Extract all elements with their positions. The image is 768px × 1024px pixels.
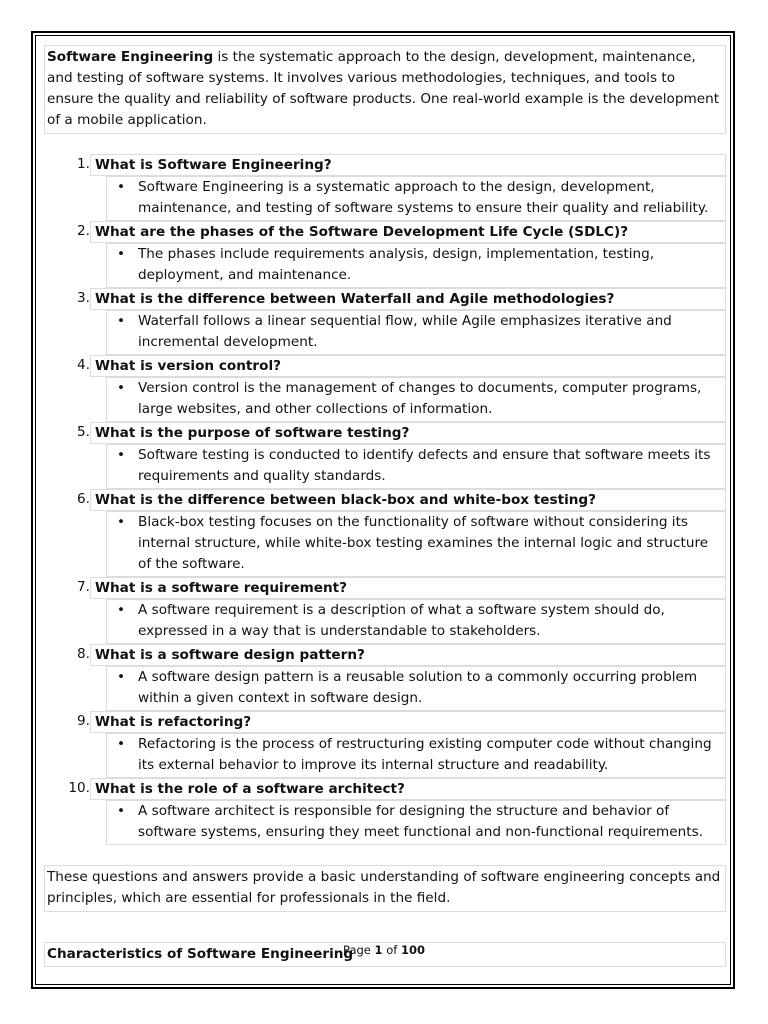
question-text: What is Software Engineering? — [90, 154, 726, 176]
answer-text: A software architect is responsible for designing the structure and behavior of software systems, ensuring they meet functional and non-functional requirements. — [138, 803, 704, 840]
question-text: What is a software design pattern? — [90, 644, 726, 666]
answer-text: A software requirement is a description of what a software system should do, expressed in a way that is understandable to stakeholders. — [138, 602, 665, 639]
answer-text: A software design pattern is a reusable solution to a commonly occurring problem within a given context in software design. — [138, 669, 698, 706]
bullet-icon: • — [117, 179, 126, 195]
bullet-icon: • — [117, 669, 126, 685]
bullet-icon: • — [117, 246, 126, 262]
answer-text: Software testing is conducted to identify defects and ensure that software meets its requirements and quality standards. — [138, 447, 711, 484]
intro-paragraph — [44, 45, 726, 134]
bullet-icon: • — [117, 803, 126, 819]
answer-item — [106, 310, 726, 355]
question-row — [44, 644, 726, 666]
answer-text: Waterfall follows a linear sequential flow, while Agile emphasizes iterative and incremental development. — [138, 313, 672, 350]
answer-row — [44, 666, 726, 711]
bullet-icon: • — [117, 380, 126, 396]
question-text: What are the phases of the Software Development Life Cycle (SDLC)? — [90, 221, 726, 243]
answer-row — [44, 444, 726, 489]
answer-row — [44, 176, 726, 221]
question-row — [44, 422, 726, 444]
question-text: What is a software requirement? — [90, 577, 726, 599]
closing-paragraph: These questions and answers provide a basic understanding of software engineering concepts and principles, which are essential for professionals in the field. — [44, 865, 726, 912]
footer-total-pages: 100 — [400, 943, 425, 957]
question-number: 6. — [77, 491, 90, 507]
answer-item — [106, 733, 726, 778]
question-text: What is the purpose of software testing? — [90, 422, 726, 444]
question-number: 4. — [77, 357, 90, 373]
answer-item — [106, 377, 726, 422]
answer-item — [106, 599, 726, 644]
question-row — [44, 355, 726, 377]
question-number: 8. — [77, 646, 90, 662]
question-row — [44, 778, 726, 800]
answer-row — [44, 243, 726, 288]
answer-text: Black-box testing focuses on the functionality of software without considering its internal structure, while white-box testing examines the internal logic and structure of the software. — [138, 514, 709, 572]
question-number: 1. — [77, 156, 90, 172]
answer-row — [44, 599, 726, 644]
bullet-icon: • — [117, 602, 126, 618]
bullet-icon: • — [117, 736, 126, 752]
answer-row — [44, 733, 726, 778]
question-row — [44, 288, 726, 310]
footer-prefix: Page — [343, 943, 375, 957]
question-number: 7. — [77, 579, 90, 595]
answer-row — [44, 800, 726, 845]
question-text: What is refactoring? — [90, 711, 726, 733]
bullet-icon: • — [117, 447, 126, 463]
question-text: What is the difference between black-box and white-box testing? — [90, 489, 726, 511]
answer-text: Refactoring is the process of restructuring existing computer code without changing its external behavior to improve its internal structure and readability. — [138, 736, 712, 773]
qa-list — [44, 154, 726, 845]
answer-text: The phases include requirements analysis, design, implementation, testing, deployment, and maintenance. — [138, 246, 655, 283]
question-text: What is the difference between Waterfall and Agile methodologies? — [90, 288, 726, 310]
question-row — [44, 154, 726, 176]
answer-item — [106, 666, 726, 711]
question-row — [44, 577, 726, 599]
question-row — [44, 489, 726, 511]
question-number: 10. — [68, 780, 90, 796]
intro-term: Software Engineering — [47, 49, 214, 65]
page-footer — [0, 943, 768, 957]
footer-of: of — [382, 943, 401, 957]
answer-text: Software Engineering is a systematic approach to the design, development, maintenance, and testing of software systems to ensure their quality and reliability. — [138, 179, 709, 216]
question-text: What is version control? — [90, 355, 726, 377]
intro-text: is the systematic approach to the design, development, maintenance, and testing of software systems. It involves various methodologies, techniques, and tools to ensure the quality and reliability of software products. One real-world example is the development of a mobile application. — [47, 49, 720, 128]
footer-current-page: 1 — [374, 943, 383, 957]
answer-item — [106, 176, 726, 221]
question-number: 5. — [77, 424, 90, 440]
section-heading: Characteristics of Software Engineering — [44, 942, 726, 967]
question-text: What is the role of a software architect? — [90, 778, 726, 800]
question-number: 2. — [77, 223, 90, 239]
bullet-icon: • — [117, 514, 126, 530]
question-row — [44, 221, 726, 243]
answer-row — [44, 310, 726, 355]
document-body — [44, 45, 726, 967]
answer-row — [44, 377, 726, 422]
answer-item — [106, 800, 726, 845]
question-row — [44, 711, 726, 733]
question-number: 9. — [77, 713, 90, 729]
answer-row — [44, 511, 726, 577]
question-number: 3. — [77, 290, 90, 306]
bullet-icon: • — [117, 313, 126, 329]
answer-text: Version control is the management of changes to documents, computer programs, large websites, and other collections of information. — [138, 380, 702, 417]
answer-item — [106, 444, 726, 489]
answer-item — [106, 511, 726, 577]
answer-item — [106, 243, 726, 288]
